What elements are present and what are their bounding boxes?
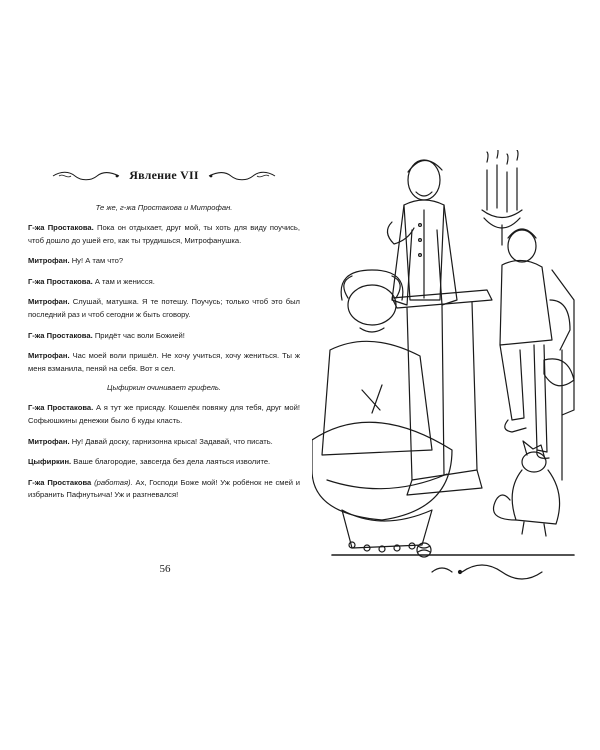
- stage-aside: (работая).: [94, 477, 133, 487]
- speech-text: Слушай, матушка. Я те потешу. Поучусь; только чтоб это был последний раз и чтоб сегодни ж быть сговору.: [28, 297, 300, 319]
- seated-woman-drawing: [312, 270, 452, 557]
- dialogue-line: [28, 436, 300, 449]
- dialogue-line: [28, 255, 300, 268]
- page-number: 56: [159, 563, 171, 575]
- speaker-name: Г-жа Простакова.: [28, 223, 94, 232]
- dialogue-line: [28, 456, 300, 469]
- speaker-name: Митрофан.: [28, 297, 70, 307]
- dialogue-line: [28, 296, 300, 321]
- dialogue-line: [28, 222, 300, 247]
- speaker-name: Митрофан.: [28, 351, 70, 361]
- dialogue-line: [28, 330, 300, 343]
- lectern-drawing: [392, 290, 492, 495]
- seated-boy-drawing: [500, 229, 574, 458]
- stage-direction: Те же, г-жа Простакова и Митрофан.: [95, 203, 233, 212]
- left-flourish-ornament: [51, 169, 121, 183]
- speech-text: А там и женисся.: [94, 276, 155, 286]
- dialogue-line: [28, 402, 300, 427]
- dialogue-line: [28, 350, 300, 375]
- speech-text: Час моей воли пришёл. Не хочу учиться, хочу жениться. Ты ж меня взманила, пеняй на себя. Вот я сел.: [28, 351, 300, 373]
- speech-text: А я тут же присяду. Кошелёк повяжу для тебя, друг мой! Софьюшкины денежки было б куды класть.: [28, 403, 300, 425]
- speaker-name: Митрофан.: [28, 436, 70, 446]
- bottom-flourish-ornament: [462, 565, 542, 579]
- right-flourish-ornament: [207, 169, 277, 183]
- speech-text: Ну! А там что?: [71, 256, 124, 266]
- speech-text: Придёт час воли Божией!: [94, 330, 185, 340]
- cat-drawing: [494, 441, 560, 536]
- armchair-drawing: [552, 270, 574, 480]
- dialogue-line: [28, 477, 300, 502]
- speaker-name: Г-жа Простакова.: [28, 330, 93, 340]
- speech-text: Ах, Господи Боже мой! Уж робёнок не смей и избранить Пафнутьича! Уж и разгневался!: [28, 477, 300, 500]
- speaker-name: Цыфиркин.: [28, 457, 72, 467]
- scene-title: Явление VII: [129, 168, 199, 182]
- speaker-name: Митрофан.: [28, 256, 70, 266]
- scene-heading: [28, 168, 300, 183]
- dialogue-line: [28, 276, 300, 289]
- dialogue-block: [28, 402, 300, 502]
- speaker-name: Г-жа Простакова.: [28, 403, 94, 413]
- speaker-name: Г-жа Простакова: [28, 477, 92, 487]
- stage-direction: Цыфиркин очинивает грифель.: [106, 383, 221, 393]
- text-page: [28, 150, 300, 510]
- speaker-name: Г-жа Простакова.: [28, 276, 93, 286]
- engraving-illustration: [312, 150, 580, 590]
- dialogue-block: [28, 222, 300, 375]
- standing-man-drawing: [387, 160, 457, 305]
- speech-text: Ну! Давай доску, гарнизонна крыса! Задавай, что писать.: [71, 436, 273, 446]
- speech-text: Ваше благородие, завсегда без дела лаяться изволите.: [73, 457, 271, 467]
- speech-text: Пока он отдыхает, друг мой, ты хоть для виду поучись, чтоб дошло до ушей его, как ты трудишься, Митрофанушка.: [28, 223, 301, 245]
